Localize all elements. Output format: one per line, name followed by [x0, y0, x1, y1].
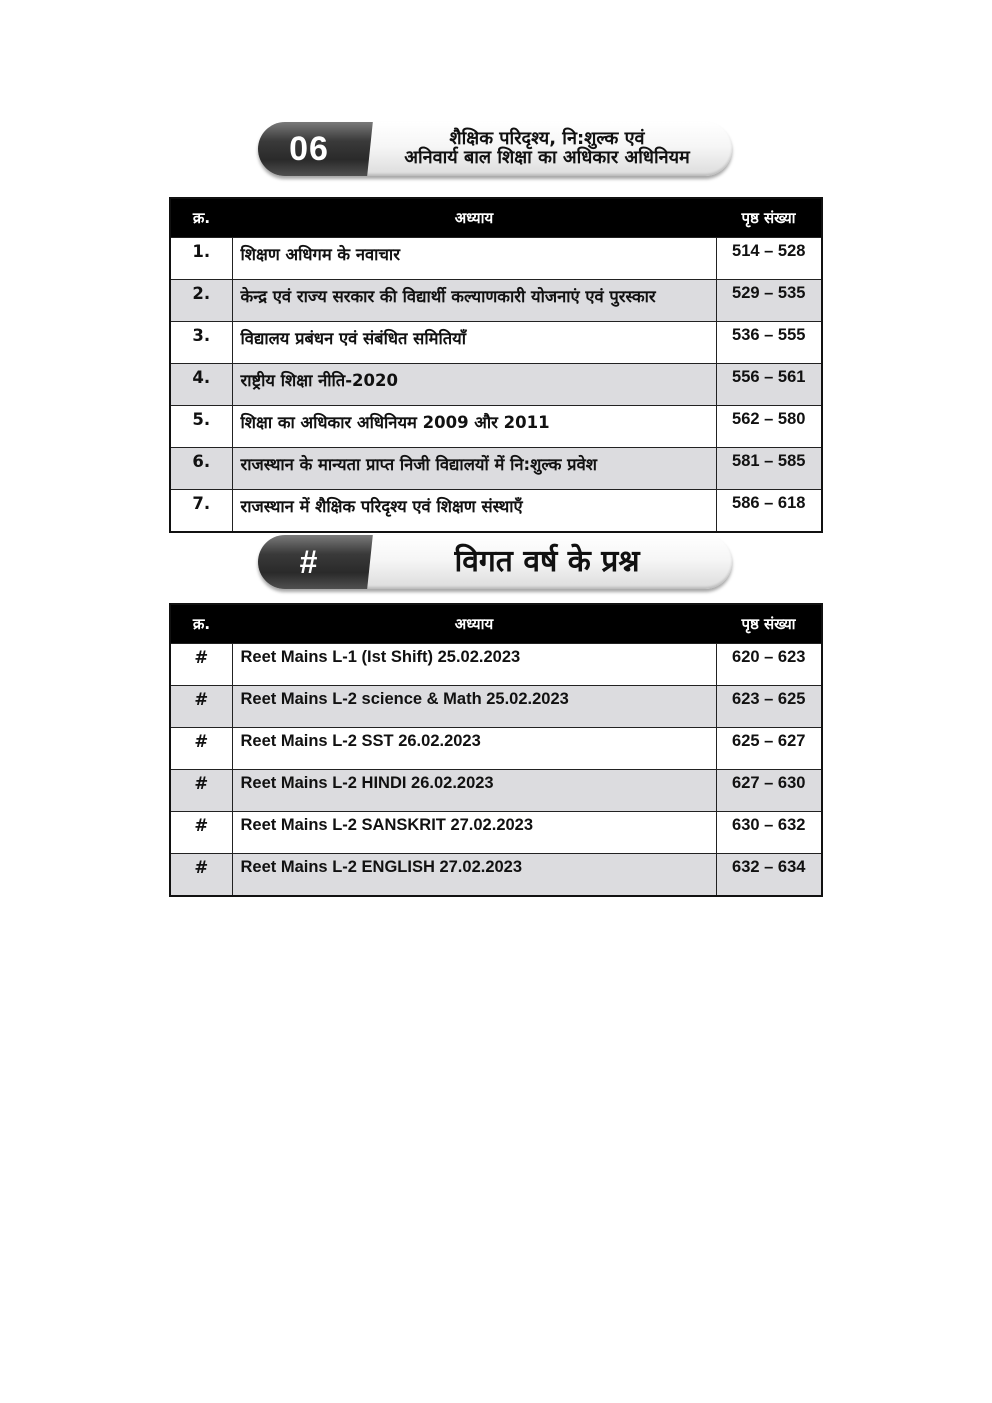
header-chapter: अध्याय — [232, 198, 716, 238]
table-row — [170, 322, 822, 364]
table-row — [170, 364, 822, 406]
table-row — [170, 812, 822, 854]
row-serial: # — [170, 728, 232, 770]
row-pages: 623 – 625 — [716, 686, 822, 728]
header-pages: पृष्ठ संख्या — [716, 604, 822, 644]
row-chapter: राष्ट्रीय शिक्षा नीति-2020 — [232, 364, 716, 406]
section-number-badge: 06 — [258, 122, 360, 176]
row-chapter: केन्द्र एवं राज्य सरकार की विद्यार्थी कल्याणकारी योजनाएं एवं पुरस्कार — [232, 280, 716, 322]
row-pages: 536 – 555 — [716, 322, 822, 364]
table-row — [170, 644, 822, 686]
header-pages: पृष्ठ संख्या — [716, 198, 822, 238]
table-row — [170, 770, 822, 812]
previous-year-papers-table — [169, 603, 823, 897]
section-title — [370, 122, 724, 176]
section-title-line1: शैक्षिक परिदृश्य, नि:शुल्क एवं — [449, 128, 645, 150]
row-chapter: Reet Mains L-2 HINDI 26.02.2023 — [232, 770, 716, 812]
row-pages: 556 – 561 — [716, 364, 822, 406]
row-chapter: Reet Mains L-2 SANSKRIT 27.02.2023 — [232, 812, 716, 854]
section-banner-previous-year — [258, 535, 734, 593]
table-row — [170, 448, 822, 490]
row-chapter: Reet Mains L-2 science & Math 25.02.2023 — [232, 686, 716, 728]
table-row — [170, 280, 822, 322]
table-row — [170, 238, 822, 280]
table-header-row — [170, 198, 822, 238]
row-pages: 620 – 623 — [716, 644, 822, 686]
row-chapter: Reet Mains L-2 SST 26.02.2023 — [232, 728, 716, 770]
table-row — [170, 728, 822, 770]
row-serial: # — [170, 854, 232, 897]
table-row — [170, 490, 822, 533]
section-title-line2: अनिवार्य बाल शिक्षा का अधिकार अधिनियम — [404, 147, 690, 168]
section-number-badge: # — [258, 535, 360, 589]
row-chapter: शिक्षा का अधिकार अधिनियम 2009 और 2011 — [232, 406, 716, 448]
row-pages: 627 – 630 — [716, 770, 822, 812]
row-pages: 625 – 627 — [716, 728, 822, 770]
row-serial: # — [170, 686, 232, 728]
table-row — [170, 406, 822, 448]
header-serial: क्र. — [170, 198, 232, 238]
table-header-row — [170, 604, 822, 644]
row-pages: 630 – 632 — [716, 812, 822, 854]
row-pages: 632 – 634 — [716, 854, 822, 897]
row-serial: 7. — [170, 490, 232, 533]
section-title-text: विगत वर्ष के प्रश्न — [454, 544, 640, 580]
row-chapter: राजस्थान के मान्यता प्राप्त निजी विद्यालयों में नि:शुल्क प्रवेश — [232, 448, 716, 490]
table-row — [170, 854, 822, 897]
row-serial: # — [170, 644, 232, 686]
row-chapter: राजस्थान में शैक्षिक परिदृश्य एवं शिक्षण संस्थाएँ — [232, 490, 716, 533]
row-chapter: शिक्षण अधिगम के नवाचार — [232, 238, 716, 280]
row-serial: # — [170, 812, 232, 854]
row-serial: 4. — [170, 364, 232, 406]
row-chapter: Reet Mains L-1 (Ist Shift) 25.02.2023 — [232, 644, 716, 686]
row-serial: 2. — [170, 280, 232, 322]
section-banner-06 — [258, 122, 734, 180]
header-chapter: अध्याय — [232, 604, 716, 644]
row-chapter: Reet Mains L-2 ENGLISH 27.02.2023 — [232, 854, 716, 897]
row-pages: 581 – 585 — [716, 448, 822, 490]
chapter-table — [169, 197, 823, 533]
row-serial: 6. — [170, 448, 232, 490]
row-pages: 529 – 535 — [716, 280, 822, 322]
row-serial: 3. — [170, 322, 232, 364]
section-title — [370, 535, 724, 589]
row-pages: 586 – 618 — [716, 490, 822, 533]
row-chapter: विद्यालय प्रबंधन एवं संबंधित समितियाँ — [232, 322, 716, 364]
row-serial: 5. — [170, 406, 232, 448]
row-pages: 514 – 528 — [716, 238, 822, 280]
header-serial: क्र. — [170, 604, 232, 644]
table-row — [170, 686, 822, 728]
row-serial: 1. — [170, 238, 232, 280]
row-serial: # — [170, 770, 232, 812]
row-pages: 562 – 580 — [716, 406, 822, 448]
